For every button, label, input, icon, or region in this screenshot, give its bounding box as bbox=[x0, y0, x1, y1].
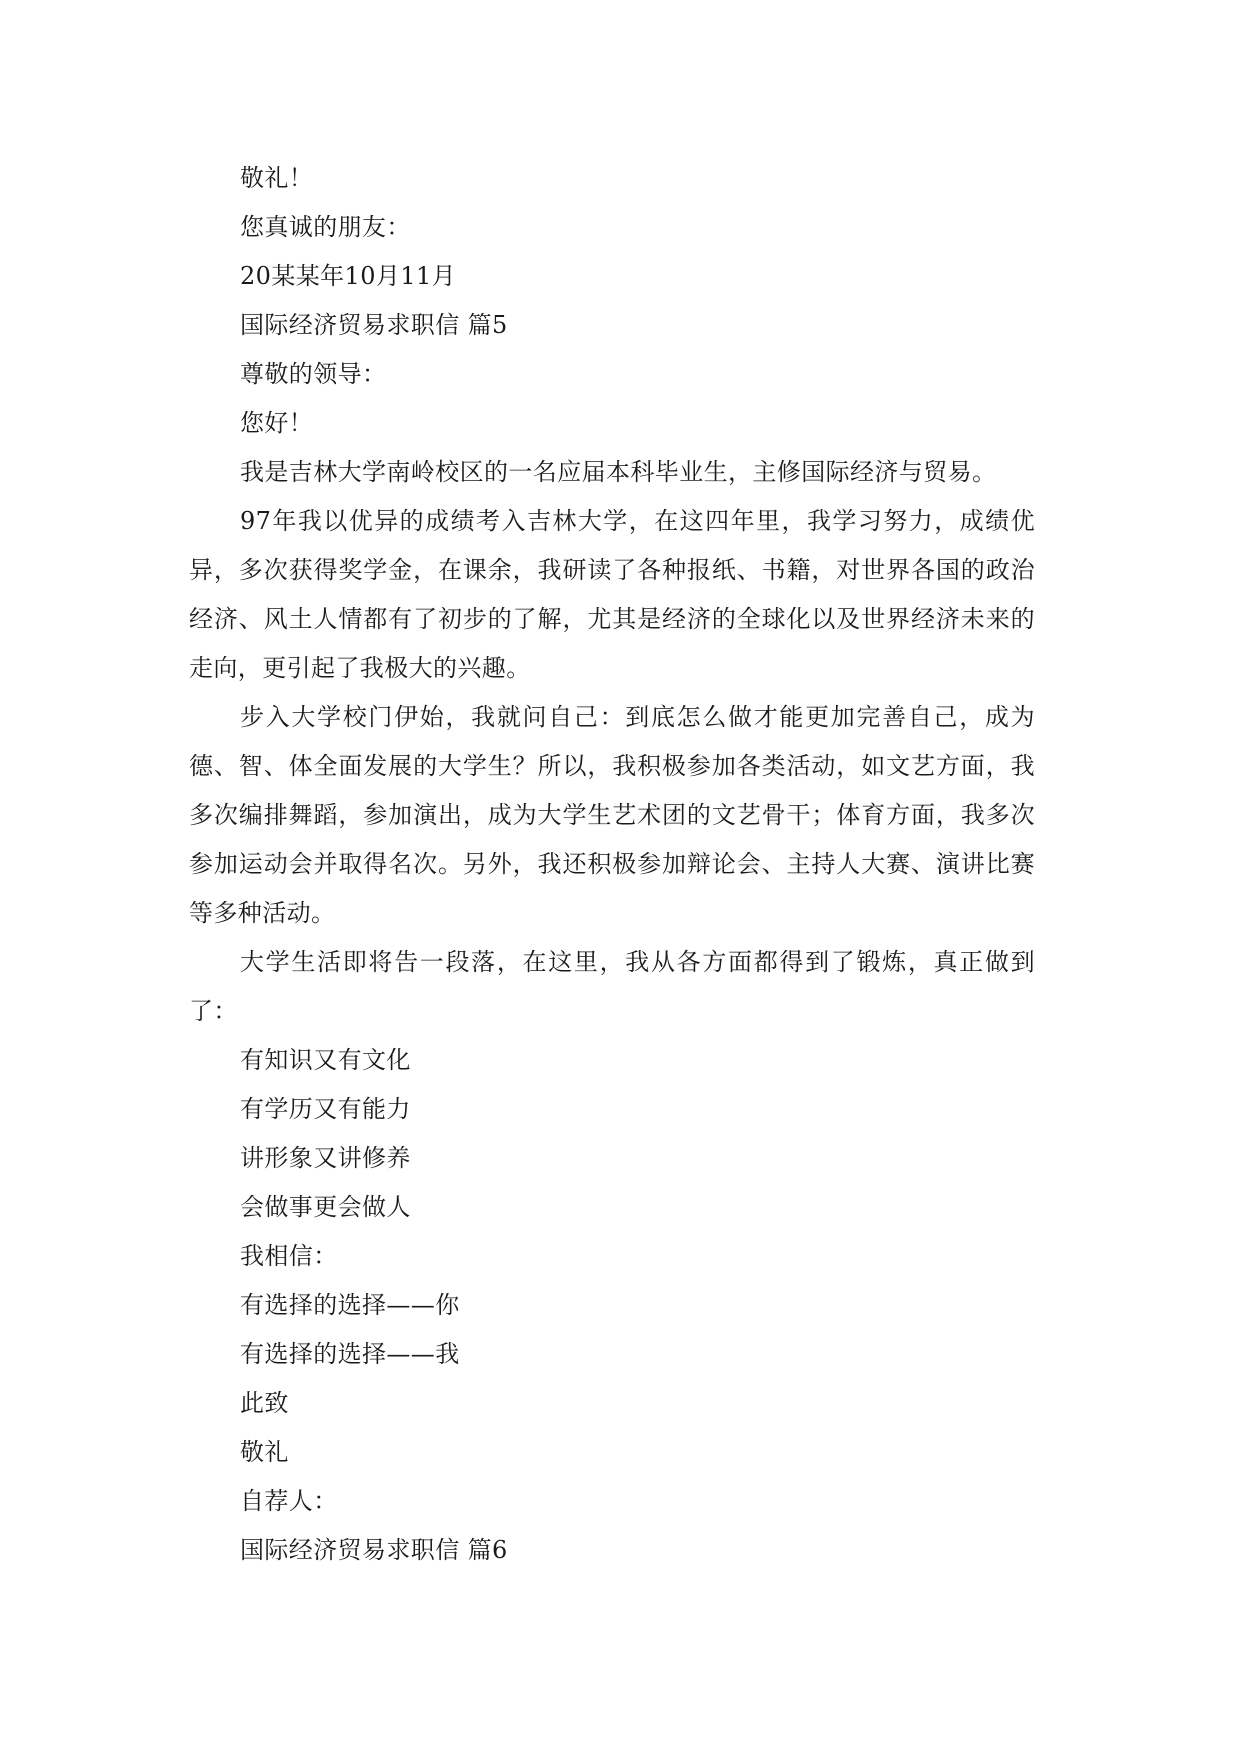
paragraph-choice-me: 有选择的选择——我 bbox=[240, 1340, 460, 1368]
letter-body bbox=[189, 154, 1035, 1575]
list-item-image: 讲形象又讲修养 bbox=[240, 1144, 411, 1172]
paragraph-intro: 我是吉林大学南岭校区的一名应届本科毕业生，主修国际经济与贸易。 bbox=[240, 458, 997, 486]
paragraph-date: 20某某年10月11月 bbox=[240, 262, 457, 290]
paragraph-summary: 大学生活即将告一段落，在这里，我从各方面都得到了锻炼，真正做到了： bbox=[189, 948, 1035, 1025]
paragraph-signature: 自荐人： bbox=[240, 1487, 338, 1515]
list-item-ability: 有学历又有能力 bbox=[240, 1095, 411, 1123]
paragraph-activities: 步入大学校门伊始，我就问自己：到底怎么做才能更加完善自己，成为德、智、体全面发展的大学生？所以，我积极参加各类活动，如文艺方面，我多次编排舞蹈，参加演出，成为大学生艺术团的文艺骨干；体育方面，我多次参加运动会并取得名次。另外，我还积极参加辩论会、主持人大赛、演讲比赛等多种活动。 bbox=[189, 703, 1035, 927]
paragraph-signoff: 您真诚的朋友： bbox=[240, 213, 411, 241]
list-item-conduct: 会做事更会做人 bbox=[240, 1193, 411, 1221]
paragraph-belief: 我相信： bbox=[240, 1242, 338, 1270]
list-item-knowledge: 有知识又有文化 bbox=[240, 1046, 411, 1074]
paragraph-closing-salute: 敬礼！ bbox=[240, 164, 314, 192]
section-heading-5: 国际经济贸易求职信 篇5 bbox=[240, 311, 508, 339]
paragraph-choice-you: 有选择的选择——你 bbox=[240, 1291, 460, 1319]
section-heading-6: 国际经济贸易求职信 篇6 bbox=[240, 1536, 508, 1564]
paragraph-greeting: 尊敬的领导： bbox=[240, 360, 387, 388]
paragraph-hello: 您好！ bbox=[240, 409, 314, 437]
paragraph-study: 97年我以优异的成绩考入吉林大学，在这四年里，我学习努力，成绩优异，多次获得奖学金，在课余，我研读了各种报纸、书籍，对世界各国的政治经济、风土人情都有了初步的了解，尤其是经济的全球化以及世界经济未来的走向，更引起了我极大的兴趣。 bbox=[189, 507, 1035, 682]
paragraph-cizhi: 此致 bbox=[240, 1389, 289, 1417]
paragraph-jingli: 敬礼 bbox=[240, 1438, 289, 1466]
